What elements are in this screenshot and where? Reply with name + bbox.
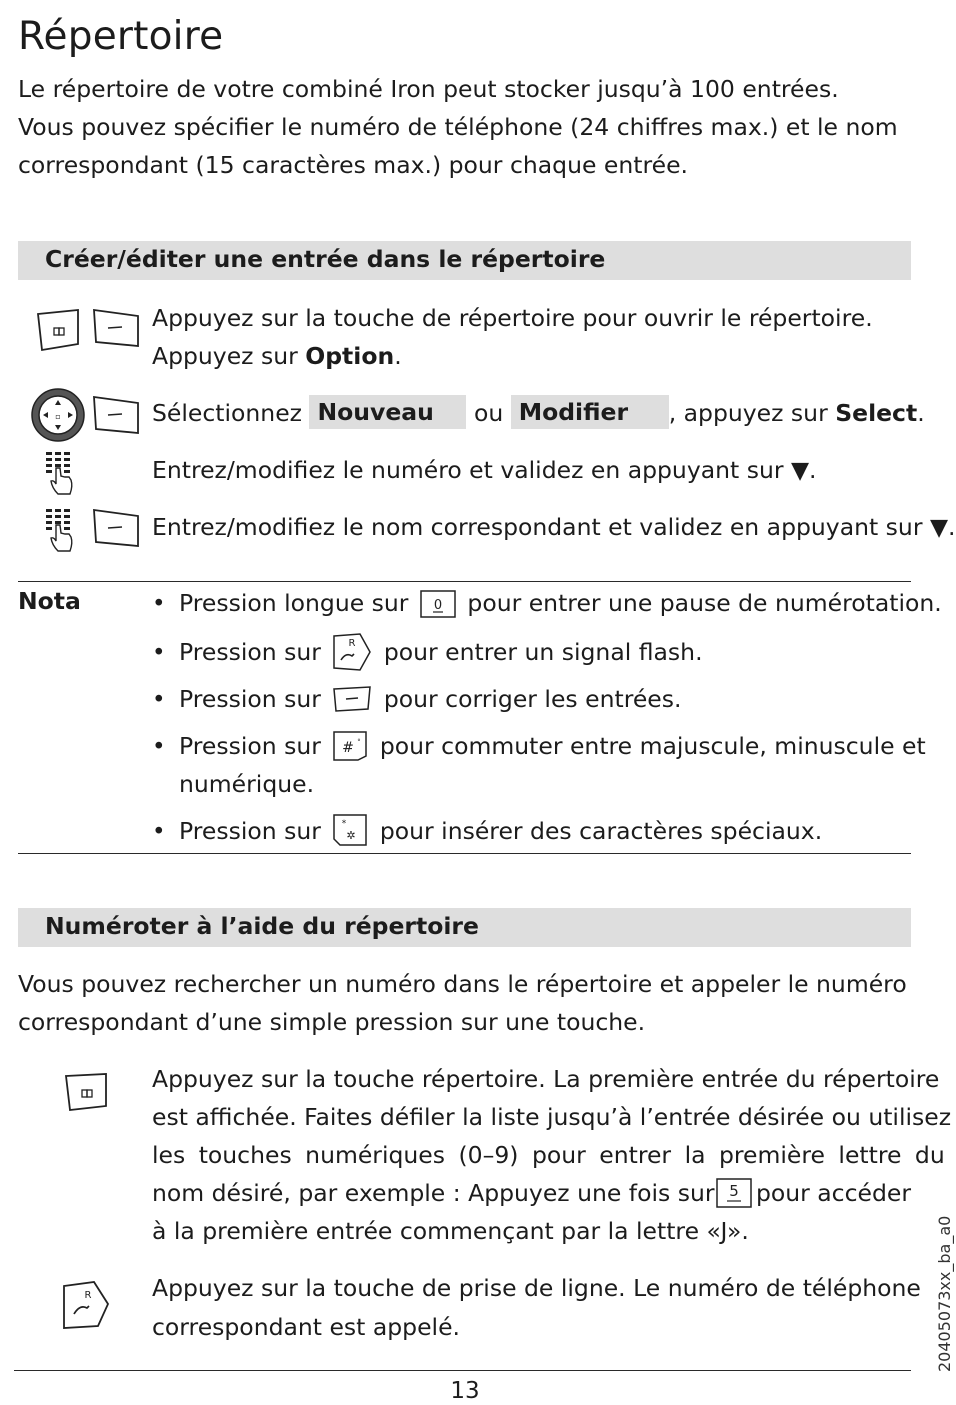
hash-key-icon [332,730,368,762]
intro-line-1: Le répertoire de votre combiné Iron peut stocker jusqu’à 100 entrées. [18,75,839,103]
create-step-1-line-1: Appuyez sur la touche de répertoire pour ouvrir le répertoire. [152,304,873,332]
svg-text:5: 5 [729,1182,739,1200]
flash-key-icon [332,632,372,672]
select-label: Select [835,399,918,427]
dial-step-1-line-3: les touches numériques (0–9) pour entrer la première lettre du [152,1141,945,1169]
clear-key-icon [332,685,372,713]
svg-text:*: * [342,819,347,829]
phonebook-key-icon-2 [64,1072,110,1112]
nota-bottom-rule [18,853,911,854]
navigation-ring-icon [30,388,86,442]
svg-text:#: # [342,740,355,756]
nota-bullet-2: • Pression sur R pour entrer un signal flash. [152,632,703,672]
page-title: Répertoire [18,14,224,59]
dial-step-1-line-5: à la première entrée commençant par la lettre «J». [152,1217,749,1245]
softkey-icon-2 [92,395,140,435]
phonebook-key-icon [36,308,82,352]
section-heading-text-2: Numéroter à l’aide du répertoire [45,912,479,940]
nota-bullet-5: • Pression sur * ✲ pour insérer des caractères spéciaux. [152,812,822,851]
svg-text:R: R [348,638,356,649]
footer-rule [14,1370,911,1371]
dial-step-2-line-1: Appuyez sur la touche de prise de ligne. Le numéro de téléphone [152,1274,921,1302]
create-step-1-line-2: Appuyez sur Option. [152,342,402,370]
star-key-icon [332,813,368,847]
nota-top-rule [18,581,911,582]
option-nouveau: Nouveau [309,395,466,429]
dial-step-2-line-2: correspondant est appelé. [152,1313,461,1341]
keypad-hand-icon [44,450,76,496]
zero-key-icon [420,589,456,619]
softkey-icon-3 [92,508,140,548]
svg-text:0: 0 [433,598,443,613]
dial-intro-line-2: correspondant d’une simple pression sur une touche. [18,1008,646,1036]
create-step-2: Sélectionnez Nouveau ou Modifier , appuyez sur Select. [152,394,925,432]
svg-text:▫: ▫ [55,412,61,421]
section-heading-dial [18,908,911,947]
svg-text:✲: ✲ [346,829,356,842]
talk-key-icon [62,1280,112,1330]
document-code: 20405073xx_ba_a0 [935,1215,954,1372]
option-modifier: Modifier [511,395,669,429]
create-step-3: Entrez/modifiez le numéro et validez en appuyant sur ▼. [152,456,817,484]
softkey-icon [92,308,140,348]
nota-bullet-1: • Pression longue sur 0 pour entrer une pause de numérotation. [152,589,942,617]
five-key-icon [716,1177,752,1209]
option-label: Option [305,342,395,370]
svg-text:∘: ∘ [357,736,362,744]
section-heading-create-edit [18,241,911,280]
nota-bullet-4: • Pression sur # ∘ pour commuter entre majuscule, minuscule et [152,732,926,760]
dial-step-1-line-1: Appuyez sur la touche répertoire. La première entrée du répertoire [152,1065,940,1093]
create-step-4: Entrez/modifiez le nom correspondant et validez en appuyant sur ▼. [152,513,956,541]
nota-bullet-4-line-2: numérique. [179,770,315,798]
intro-line-3: correspondant (15 caractères max.) pour chaque entrée. [18,151,688,179]
dial-intro-line-1: Vous pouvez rechercher un numéro dans le répertoire et appeler le numéro [18,970,907,998]
nota-bullet-3: • Pression sur pour corriger les entrées. [152,685,682,713]
keypad-hand-icon-2 [44,507,76,553]
dial-step-1-line-2: est affichée. Faites défiler la liste jusqu’à l’entrée désirée ou utilisez [152,1103,952,1131]
section-heading-text: Créer/éditer une entrée dans le répertoire [45,245,606,273]
dial-step-1-line-4: nom désiré, par exemple : Appuyez une fois sur 5 pour accéder [152,1179,911,1207]
intro-line-2: Vous pouvez spécifier le numéro de téléphone (24 chiffres max.) et le nom [18,113,898,141]
nota-label: Nota [18,587,81,615]
svg-text:R: R [84,1290,92,1301]
page-number: 13 [450,1378,480,1404]
